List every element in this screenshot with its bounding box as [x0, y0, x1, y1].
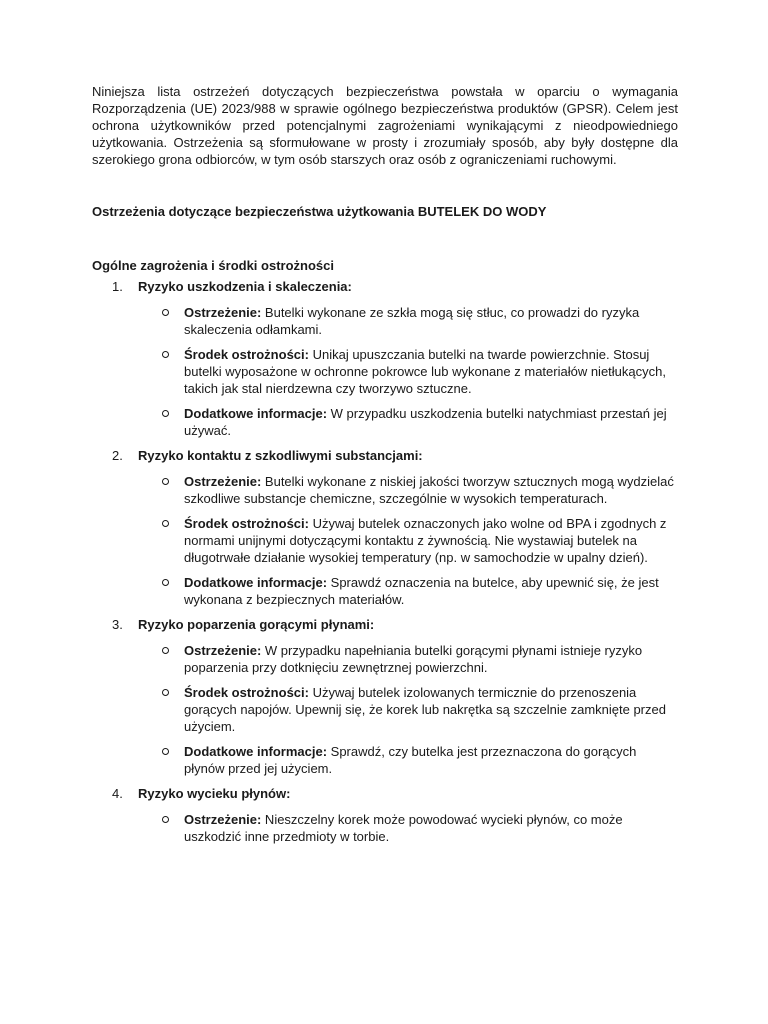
risk-number: 3. [112, 617, 123, 632]
circle-bullet-icon [162, 647, 169, 654]
point-text: Nieszczelny korek może powodować wycieki płynów, co może uszkodzić inne przedmioty w torbie. [184, 812, 623, 844]
point-label: Ostrzeżenie: [184, 474, 262, 489]
risk-title: Ryzyko kontaktu z szkodliwymi substancjami: [138, 448, 423, 463]
list-item [138, 574, 678, 608]
risk-item [92, 447, 678, 608]
risk-list [92, 278, 678, 845]
point-text: Butelki wykonane z niskiej jakości tworzyw sztucznych mogą wydzielać szkodliwe substancje chemiczne, szczególnie w wysokich temperaturach. [184, 474, 674, 506]
circle-bullet-icon [162, 309, 169, 316]
risk-points [138, 473, 678, 608]
circle-bullet-icon [162, 520, 169, 527]
point-text: Sprawdź oznaczenia na butelce, aby upewnić się, że jest wykonana z bezpiecznych materiałów. [184, 575, 659, 607]
list-item [138, 515, 678, 566]
circle-bullet-icon [162, 351, 169, 358]
risk-item [92, 616, 678, 777]
circle-bullet-icon [162, 689, 169, 696]
point-label: Dodatkowe informacje: [184, 406, 328, 421]
list-item [138, 346, 678, 397]
point-label: Dodatkowe informacje: [184, 744, 328, 759]
document-title: Ostrzeżenia dotyczące bezpieczeństwa użytkowania BUTELEK DO WODY [92, 204, 547, 219]
intro-paragraph: Niniejsza lista ostrzeżeń dotyczących bezpieczeństwa powstała w oparciu o wymagania Rozporządzenia (UE) 2023/988 w sprawie ogólnego bezpieczeństwa produktów (GPSR). Celem jest ochrona użytkowników przed potencjalnymi zagrożeniami wynikającymi z nieodpowiedniego użytkowania. Ostrzeżenia są sformułowane w prosty i zrozumiały sposób, aby były dostępne dla szerokiego grona odbiorców, w tym osób starszych oraz osób z ograniczeniami ruchowymi. [92, 84, 678, 167]
point-label: Ostrzeżenie: [184, 305, 262, 320]
circle-bullet-icon [162, 410, 169, 417]
point-label: Ostrzeżenie: [184, 812, 262, 827]
risk-item [92, 785, 678, 845]
point-text: Sprawdź, czy butelka jest przeznaczona do gorących płynów przed jej użyciem. [184, 744, 637, 776]
point-text: Butelki wykonane ze szkła mogą się stłuc, co prowadzi do ryzyka skaleczenia odłamkami. [184, 305, 640, 337]
point-label: Ostrzeżenie: [184, 643, 262, 658]
risk-item [92, 278, 678, 439]
risk-title: Ryzyko uszkodzenia i skaleczenia: [138, 279, 352, 294]
list-item [138, 405, 678, 439]
point-text: Używaj butelek izolowanych termicznie do przenoszenia gorących napojów. Upewnij się, że korek lub nakrętka są szczelnie zamknięte przed użyciem. [184, 685, 666, 734]
risk-number: 4. [112, 786, 123, 801]
risk-number: 1. [112, 279, 123, 294]
list-item [138, 811, 678, 845]
list-item [138, 642, 678, 676]
point-text: W przypadku napełniania butelki gorącymi płynami istnieje ryzyko poparzenia przy dotknięciu zewnętrznej powierzchni. [184, 643, 643, 675]
circle-bullet-icon [162, 478, 169, 485]
risk-number: 2. [112, 448, 123, 463]
list-item [138, 473, 678, 507]
risk-title: Ryzyko wycieku płynów: [138, 786, 291, 801]
risk-points [138, 304, 678, 439]
point-text: Używaj butelek oznaczonych jako wolne od BPA i zgodnych z normami unijnymi dotyczącymi kontaktu z żywnością. Nie wystawiaj butelek na długotrwałe działanie wysokiej temperatury (np. w samochodzie w upalny dzień). [184, 516, 667, 565]
circle-bullet-icon [162, 579, 169, 586]
point-text: Unikaj upuszczania butelki na twarde powierzchnie. Stosuj butelki wyposażone w ochronne pokrowce lub wykonane z materiałów nietłukących, takich jak stal nierdzewna czy tworzywo sztuczne. [184, 347, 666, 396]
point-label: Dodatkowe informacje: [184, 575, 328, 590]
risk-points [138, 811, 678, 845]
risk-points [138, 642, 678, 777]
circle-bullet-icon [162, 748, 169, 755]
point-label: Środek ostrożności: [184, 685, 309, 700]
section-heading: Ogólne zagrożenia i środki ostrożności [92, 258, 334, 273]
risk-title: Ryzyko poparzenia gorącymi płynami: [138, 617, 375, 632]
list-item [138, 684, 678, 735]
list-item [138, 743, 678, 777]
point-text: W przypadku uszkodzenia butelki natychmiast przestań jej używać. [184, 406, 667, 438]
circle-bullet-icon [162, 816, 169, 823]
point-label: Środek ostrożności: [184, 516, 309, 531]
list-item [138, 304, 678, 338]
point-label: Środek ostrożności: [184, 347, 309, 362]
